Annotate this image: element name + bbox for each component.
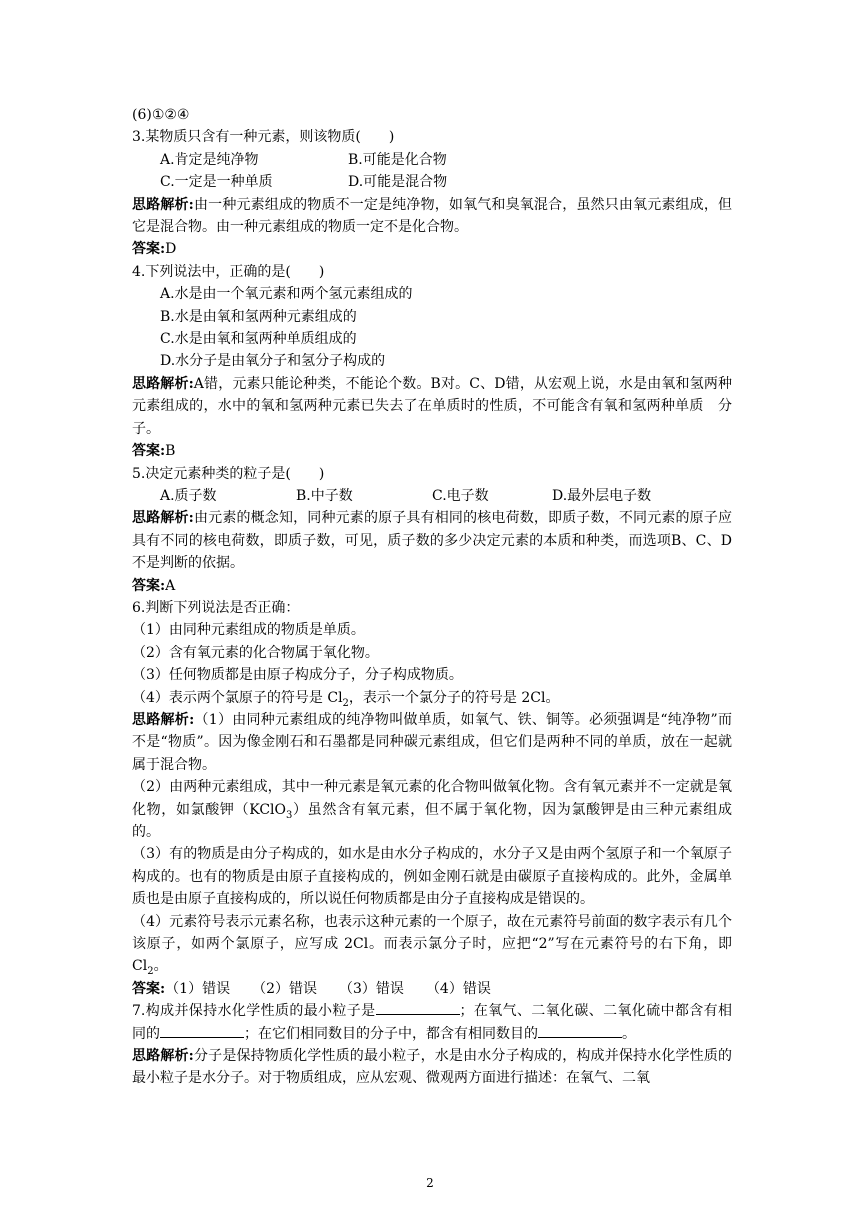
q3-option-b: B.可能是化合物 xyxy=(348,151,447,168)
document-body xyxy=(132,104,732,1090)
q6-analysis-2-part1: （2）由两种元素组成，其中一种元素是氧元素的化合物叫做氧化物。含有氧元素并不一定就是氧化物，如氯酸钾（KClO xyxy=(132,779,732,818)
q6-analysis-2 xyxy=(132,776,732,843)
analysis-label: 思路解析: xyxy=(132,1048,194,1065)
q3-option-d: D.可能是混合物 xyxy=(348,174,448,191)
q5-answer xyxy=(132,575,732,597)
q5-analysis-text: 由元素的概念知，同种元素的原子具有相同的核电荷数，即质子数，不同元素的原子应具有不同的核电荷数，即质子数，可见，质子数的多少决定元素的本质和种类，而选项B、C、D不是判断的依据。 xyxy=(132,510,733,572)
q6-answer-4: （4）错误 xyxy=(425,980,491,997)
q6-analysis-4-part2: 。 xyxy=(153,958,168,975)
q3-answer xyxy=(132,238,732,260)
q7-stem-part3: ；在它们相同数目的分子中，都含有相同数目的 xyxy=(244,1025,538,1042)
q6-analysis-2-part2: ）虽然含有氧元素，但不属于氧化物，因为氯酸钾是由三种元素组成的。 xyxy=(132,801,733,840)
q5-option-a: A.质子数 xyxy=(160,487,217,504)
q6-statement-2: （2）含有氧元素的化合物属于氧化物。 xyxy=(132,644,379,661)
q6-answer-3: （3）错误 xyxy=(339,980,404,997)
q6-analysis-4 xyxy=(132,911,732,978)
q3-options-row2 xyxy=(132,171,732,193)
q6-analysis-1-text: （1）由同种元素组成的纯净物叫做单质，如氧气、铁、铜等。必须强调是“纯净物”而不是“物质”。因为像金刚石和石墨都是同种碳元素组成，但它们是两种不同的单质，放在一起就属于混合物。 xyxy=(132,711,732,773)
q4-answer xyxy=(132,440,732,462)
top-line: (6)①②④ xyxy=(132,107,190,123)
q5-stem: 5.决定元素种类的粒子是( ) xyxy=(132,465,325,482)
answer-label: 答案: xyxy=(132,443,166,460)
q6-statement-1: （1）由同种元素组成的物质是单质。 xyxy=(132,622,365,639)
q4-option-c: C.水是由氧和氢两种单质组成的 xyxy=(160,331,357,348)
page-number: 2 xyxy=(426,1176,434,1190)
q6-statement-4-part1: （4）表示两个氯原子的符号是 Cl xyxy=(132,689,343,706)
analysis-label: 思路解析: xyxy=(132,196,194,213)
q6-analysis-2-subscript: 3 xyxy=(286,809,293,821)
q7-stem-part2: ；在氧气、二氧化碳、二氧化硫中都含有相同的 xyxy=(132,1003,732,1042)
q3-options-row1 xyxy=(132,149,732,171)
q7-stem-part4: 。 xyxy=(622,1025,636,1042)
q6-answer-1: （1）错误 xyxy=(165,980,231,997)
q4-answer-value: B xyxy=(165,443,176,460)
q6-statement-4-part2: ，表示一个氯分子的符号是 2Cl。 xyxy=(348,689,560,706)
q6-analysis-3: （3）有的物质是由分子构成的，如水是由水分子构成的，水分子又是由两个氢原子和一个氧原子构成的。也有的物质是由原子直接构成的，例如金刚石就是由碳原子直接构成的。此外，金属单质也是由原子直接构成的，所以说任何物质都是由分子直接构成是错误的。 xyxy=(132,846,732,908)
answer-label: 答案: xyxy=(132,241,166,258)
q4-option-a: A.水是由一个氧元素和两个氢元素组成的 xyxy=(160,286,413,303)
q6-statement-4 xyxy=(132,687,732,709)
q5-answer-value: A xyxy=(165,577,176,594)
q3-stem: 3.某物质只含有一种元素，则该物质( ) xyxy=(132,129,395,146)
q6-statement-4-subscript: 2 xyxy=(342,697,349,709)
q4-analysis xyxy=(132,373,732,440)
answer-label: 答案: xyxy=(132,577,166,594)
q7-blank-3[interactable] xyxy=(538,1023,622,1038)
q3-analysis xyxy=(132,194,732,239)
q6-statement-3: （3）任何物质都是由原子构成分子，分子构成物质。 xyxy=(132,667,463,684)
q3-answer-value: D xyxy=(165,241,177,258)
q7-blank-1[interactable] xyxy=(376,1000,460,1015)
q7-stem-part1: 7.构成并保持水化学性质的最小粒子是 xyxy=(132,1003,376,1020)
answer-label: 答案: xyxy=(132,980,166,997)
q3-analysis-text: 由一种元素组成的物质不一定是纯净物，如氧气和臭氧混合，虽然只由氧元素组成，但它是混合物。由一种元素组成的物质一定不是化合物。 xyxy=(132,196,733,236)
q3-option-a: A.肯定是纯净物 xyxy=(160,151,259,168)
q4-option-d: D.水分子是由氧分子和氢分子构成的 xyxy=(160,353,386,370)
q7-analysis-text: 分子是保持物质化学性质的最小粒子，水是由水分子构成的，构成并保持水化学性质的最小粒子是水分子。对于物质组成，应从宏观、微观两方面进行描述：在氧气、二氧 xyxy=(132,1048,733,1087)
q5-option-d: D.最外层电子数 xyxy=(552,487,652,504)
q4-analysis-text: A错，元素只能论种类，不能论个数。B对。C、D错，从宏观上说，水是由氧和氢两种元素组成的，水中的氧和氢两种元素已失去了在单质时的性质，不可能含有氧和氢两种单质 分子。 xyxy=(132,375,732,437)
q7-stem xyxy=(132,1000,732,1045)
q6-analysis-1 xyxy=(132,709,732,776)
q5-options xyxy=(132,485,732,507)
analysis-label: 思路解析: xyxy=(132,711,195,728)
q7-blank-2[interactable] xyxy=(160,1023,244,1038)
q5-option-c: C.电子数 xyxy=(432,487,489,504)
q5-option-b: B.中子数 xyxy=(296,487,353,504)
q4-stem: 4.下列说法中，正确的是( ) xyxy=(132,263,325,280)
q5-analysis xyxy=(132,507,732,574)
q6-answer-2: （2）错误 xyxy=(252,980,318,997)
q6-analysis-4-part1: （4）元素符号表示元素名称，也表示这种元素的一个原子，故在元素符号前面的数字表示有几个该原子，如两个氯原子，应写成 2Cl。而表示氯分子时，应把“2”写在元素符号的右下角，即 Cl xyxy=(132,913,732,975)
analysis-label: 思路解析: xyxy=(132,510,194,527)
q3-option-c: C.一定是一种单质 xyxy=(160,174,273,191)
q4-option-b: B.水是由氧和氢两种元素组成的 xyxy=(160,308,357,325)
q6-answer xyxy=(132,978,732,1000)
q6-stem: 6.判断下列说法是否正确： xyxy=(132,599,300,616)
q6-analysis-4-subscript: 2 xyxy=(147,966,154,978)
q7-analysis xyxy=(132,1045,732,1090)
analysis-label: 思路解析: xyxy=(132,375,194,392)
